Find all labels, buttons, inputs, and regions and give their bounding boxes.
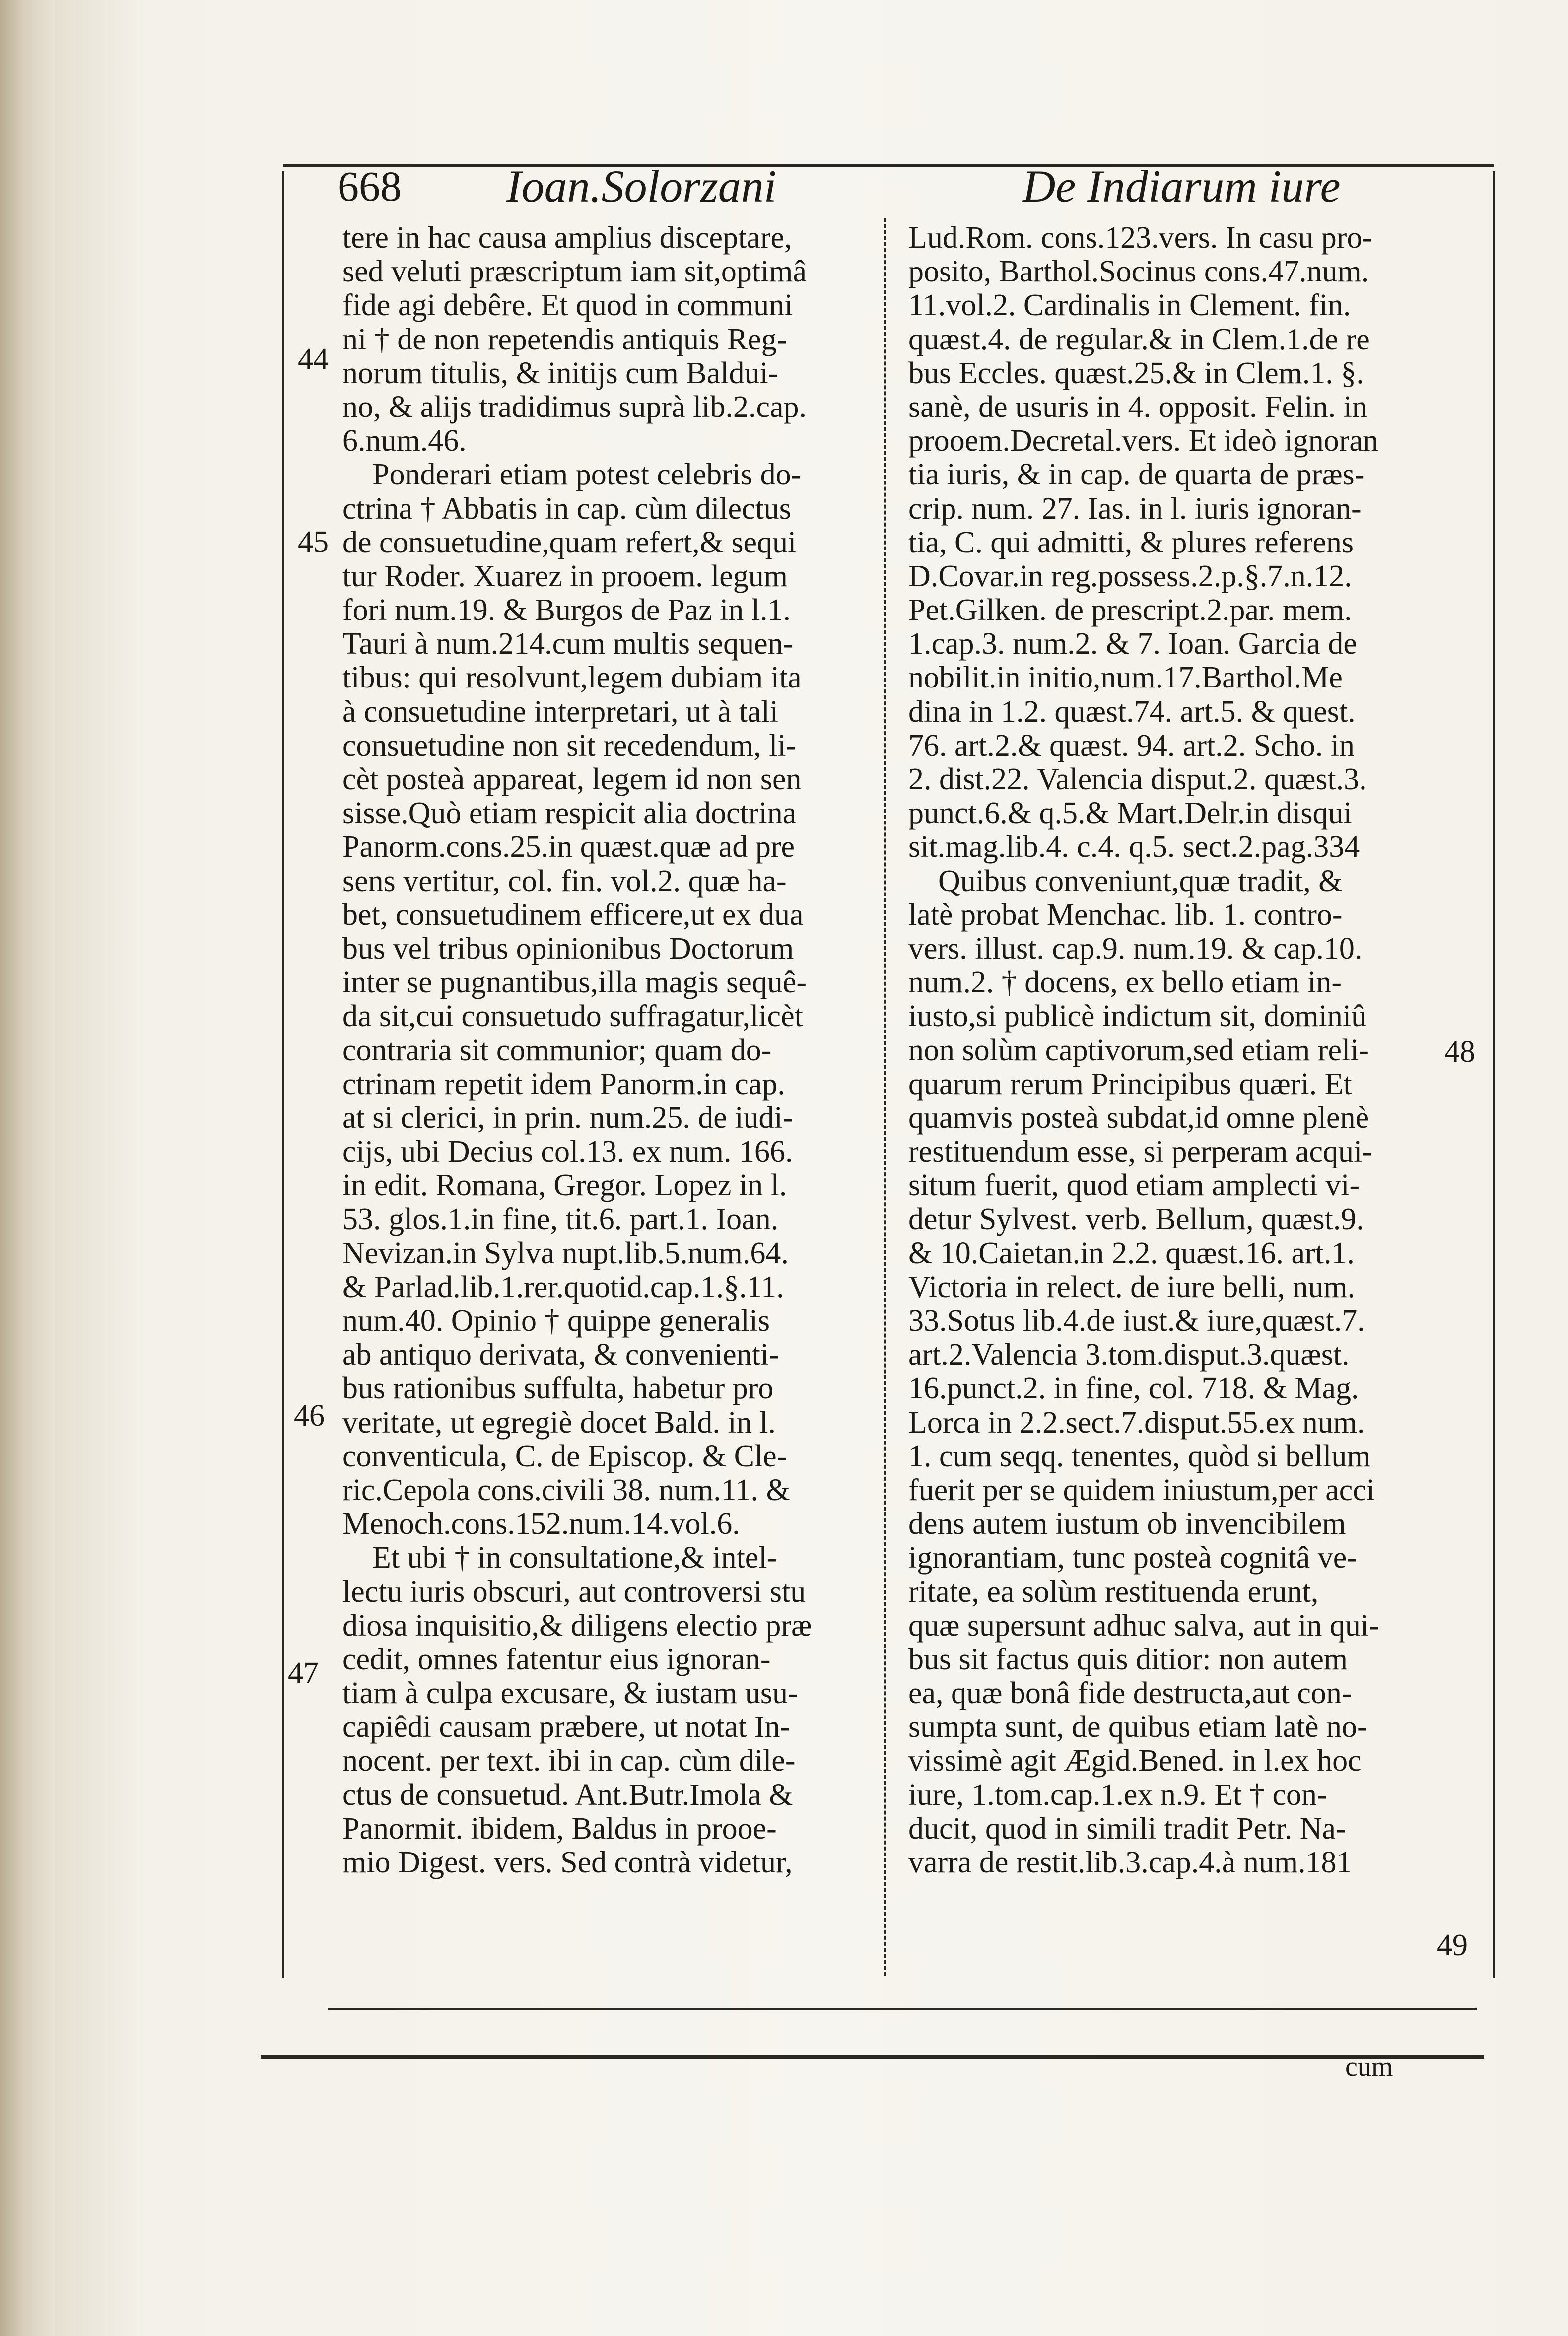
margin-number-44: 44 xyxy=(298,343,329,376)
page-number: 668 xyxy=(338,162,402,210)
text-line: 11.vol.2. Cardinalis in Clement. fin. xyxy=(908,288,1351,323)
text-line: fori num.19. & Burgos de Paz in l.1. xyxy=(342,593,791,627)
text-line: lectu iuris obscuri, aut controversi stu xyxy=(342,1575,806,1609)
margin-number-49: 49 xyxy=(1437,1928,1468,1962)
text-line: 33.Sotus lib.4.de iust.& iure,quæst.7. xyxy=(908,1304,1365,1338)
text-line: da sit,cui consuetudo suffragatur,licèt xyxy=(342,999,803,1033)
text-line: nocent. per text. ibi in cap. cùm dile- xyxy=(342,1744,796,1778)
text-line: posito, Barthol.Socinus cons.47.num. xyxy=(908,255,1369,289)
text-line: sanè, de usuris in 4. opposit. Felin. in xyxy=(908,390,1367,424)
left-text-column xyxy=(342,221,901,1879)
text-line: ric.Cepola cons.civili 38. num.11. & xyxy=(342,1473,790,1507)
text-line: detur Sylvest. verb. Bellum, quæst.9. xyxy=(908,1202,1364,1237)
text-line: Panormit. ibidem, Baldus in prooe- xyxy=(342,1811,777,1846)
text-line: situm fuerit, quod etiam amplecti vi- xyxy=(908,1168,1360,1203)
text-line: Quibus conveniunt,quæ tradit, & xyxy=(938,864,1343,898)
text-line: ritate, ea solùm restituenda erunt, xyxy=(908,1575,1319,1609)
text-line: art.2.Valencia 3.tom.disput.3.quæst. xyxy=(908,1338,1350,1372)
margin-number-46: 46 xyxy=(294,1399,325,1433)
text-line: veritate, ut egregiè docet Bald. in l. xyxy=(342,1405,776,1440)
text-line: sed veluti præscriptum iam sit,optimâ xyxy=(342,255,807,289)
text-line: cedit, omnes fatentur eius ignoran- xyxy=(342,1642,771,1676)
text-line: bus rationibus suffulta, habetur pro xyxy=(342,1372,774,1406)
text-line: ignorantiam, tunc posteà cognitâ ve- xyxy=(908,1541,1357,1575)
text-bottom-rule xyxy=(328,2008,1477,2010)
text-line: dina in 1.2. quæst.74. art.5. & quest. xyxy=(908,694,1356,729)
text-line: 6.num.46. xyxy=(342,424,467,458)
text-line: cèt posteà appareat, legem id non sen xyxy=(342,762,802,796)
text-line: vissimè agit Ægid.Bened. in l.ex hoc xyxy=(908,1744,1362,1778)
text-line: vers. illust. cap.9. num.19. & cap.10. xyxy=(908,931,1363,965)
running-head-title: De Indiarum iure xyxy=(1023,161,1341,211)
text-line: quæ supersunt adhuc salva, aut in qui- xyxy=(908,1608,1379,1643)
margin-number-47: 47 xyxy=(288,1656,319,1690)
text-line: quamvis posteà subdat,id omne plenè xyxy=(908,1100,1369,1135)
text-line: bus Eccles. quæst.25.& in Clem.1. §. xyxy=(908,356,1364,390)
text-line: 76. art.2.& quæst. 94. art.2. Scho. in xyxy=(908,728,1355,762)
text-line: iure, 1.tom.cap.1.ex n.9. Et † con- xyxy=(908,1778,1327,1812)
text-line: capiêdi causam præbere, ut notat In- xyxy=(342,1710,791,1744)
margin-number-48: 48 xyxy=(1444,1035,1475,1069)
text-line: bus sit factus quis ditior: non autem xyxy=(908,1642,1348,1676)
text-line: no, & alijs tradidimus suprà lib.2.cap. xyxy=(342,390,807,424)
text-line: crip. num. 27. Ias. in l. iuris ignoran- xyxy=(908,491,1362,526)
text-line: consuetudine non sit recedendum, li- xyxy=(342,728,797,762)
text-line: fide agi debêre. Et quod in communi xyxy=(342,288,793,323)
text-line: num.40. Opinio † quippe generalis xyxy=(342,1304,770,1338)
text-line: fuerit per se quidem iniustum,per acci xyxy=(908,1473,1375,1507)
text-line: sisse.Quò etiam respicit alia doctrina xyxy=(342,796,797,830)
text-line: tiam à culpa excusare, & iustam usu- xyxy=(342,1676,798,1711)
text-line: à consuetudine interpretari, ut à tali xyxy=(342,694,778,729)
text-line: Tauri à num.214.cum multis sequen- xyxy=(342,627,794,661)
text-line: ctus de consuetud. Ant.Butr.Imola & xyxy=(342,1778,793,1812)
text-line: tia iuris, & in cap. de quarta de præs- xyxy=(908,458,1365,492)
text-line: tur Roder. Xuarez in prooem. legum xyxy=(342,559,788,593)
text-line: bus vel tribus opinionibus Doctorum xyxy=(342,931,794,965)
text-line: sumpta sunt, de quibus etiam latè no- xyxy=(908,1710,1367,1744)
text-line: ctrina † Abbatis in cap. cùm dilectus xyxy=(342,491,791,526)
text-line: ducit, quod in simili tradit Petr. Na- xyxy=(908,1811,1346,1846)
text-line: non solùm captivorum,sed etiam reli- xyxy=(908,1033,1369,1067)
text-line: cijs, ubi Decius col.13. ex num. 166. xyxy=(342,1135,793,1169)
text-line: contraria sit communior; quam do- xyxy=(342,1033,772,1067)
text-line: nobilit.in initio,num.17.Barthol.Me xyxy=(908,661,1343,695)
text-line: iusto,si publicè indictum sit, dominiû xyxy=(908,999,1367,1033)
text-line: inter se pugnantibus,illa magis sequê- xyxy=(342,965,807,1000)
text-line: num.2. † docens, ex bello etiam in- xyxy=(908,965,1342,1000)
text-line: restituendum esse, si perperam acqui- xyxy=(908,1135,1372,1169)
text-line: Lorca in 2.2.sect.7.disput.55.ex num. xyxy=(908,1405,1365,1440)
text-line: Menoch.cons.152.num.14.vol.6. xyxy=(342,1507,740,1541)
text-line: 16.punct.2. in fine, col. 718. & Mag. xyxy=(908,1372,1359,1406)
text-line: & Parlad.lib.1.rer.quotid.cap.1.§.11. xyxy=(342,1270,784,1304)
text-line: quarum rerum Principibus quæri. Et xyxy=(908,1067,1352,1101)
catchword: cum xyxy=(1345,2052,1393,2082)
text-line: 2. dist.22. Valencia disput.2. quæst.3. xyxy=(908,762,1367,796)
text-line: mio Digest. vers. Sed contrà videtur, xyxy=(342,1846,793,1879)
text-line: latè probat Menchac. lib. 1. contro- xyxy=(908,897,1343,932)
text-line: 1.cap.3. num.2. & 7. Ioan. Garcia de xyxy=(908,627,1357,661)
text-line: Et ubi † in consultatione,& intel- xyxy=(372,1541,778,1575)
book-spine-shadow xyxy=(0,0,60,2336)
text-line: at si clerici, in prin. num.25. de iudi- xyxy=(342,1100,793,1135)
text-line: norum titulis, & initijs cum Baldui- xyxy=(342,356,779,390)
text-line: conventicula, C. de Episcop. & Cle- xyxy=(342,1439,787,1473)
text-line: bet, consuetudinem efficere,ut ex dua xyxy=(342,897,804,932)
text-line: Victoria in relect. de iure belli, num. xyxy=(908,1270,1356,1304)
text-line: Ponderari etiam potest celebris do- xyxy=(372,458,802,492)
text-line: ctrinam repetit idem Panorm.in cap. xyxy=(342,1067,785,1101)
text-line: Panorm.cons.25.in quæst.quæ ad pre xyxy=(342,830,795,864)
text-line: tibus: qui resolvunt,legem dubiam ita xyxy=(342,661,802,695)
page-bottom-rule xyxy=(261,2055,1484,2059)
text-line: & 10.Caietan.in 2.2. quæst.16. art.1. xyxy=(908,1236,1355,1270)
text-line: 53. glos.1.in fine, tit.6. part.1. Ioan. xyxy=(342,1202,779,1237)
text-line: ab antiquo derivata, & convenienti- xyxy=(342,1338,779,1372)
text-line: sit.mag.lib.4. c.4. q.5. sect.2.pag.334 xyxy=(908,830,1360,864)
text-line: prooem.Decretal.vers. Et ideò ignoran xyxy=(908,424,1378,458)
text-line: ni † de non repetendis antiquis Reg- xyxy=(342,322,787,356)
text-line: dens autem iustum ob invencibilem xyxy=(908,1507,1346,1541)
text-line: in edit. Romana, Gregor. Lopez in l. xyxy=(342,1168,787,1203)
text-line: quæst.4. de regular.& in Clem.1.de re xyxy=(908,322,1370,356)
text-line: 1. cum seqq. tenentes, quòd si bellum xyxy=(908,1439,1371,1473)
text-line: diosa inquisitio,& diligens electio præ xyxy=(342,1608,812,1643)
text-line: punct.6.& q.5.& Mart.Delr.in disqui xyxy=(908,796,1352,830)
text-line: D.Covar.in reg.possess.2.p.§.7.n.12. xyxy=(908,559,1352,593)
margin-number-45: 45 xyxy=(298,525,329,559)
text-line: tere in hac causa amplius disceptare, xyxy=(342,221,792,255)
text-line: Nevizan.in Sylva nupt.lib.5.num.64. xyxy=(342,1236,789,1270)
text-line: varra de restit.lib.3.cap.4.à num.181 xyxy=(908,1846,1352,1879)
text-line: Lud.Rom. cons.123.vers. In casu pro- xyxy=(908,221,1372,255)
text-line: tia, C. qui admitti, & plures referens xyxy=(908,525,1354,559)
running-head-author: Ioan.Solorzani xyxy=(506,161,777,211)
text-line: de consuetudine,quam refert,& sequi xyxy=(342,525,797,559)
text-line: ea, quæ bonâ fide destructa,aut con- xyxy=(908,1676,1352,1711)
text-line: Pet.Gilken. de prescript.2.par. mem. xyxy=(908,593,1352,627)
text-line: sens vertitur, col. fin. vol.2. quæ ha- xyxy=(342,864,787,898)
right-text-column xyxy=(908,221,1467,1879)
